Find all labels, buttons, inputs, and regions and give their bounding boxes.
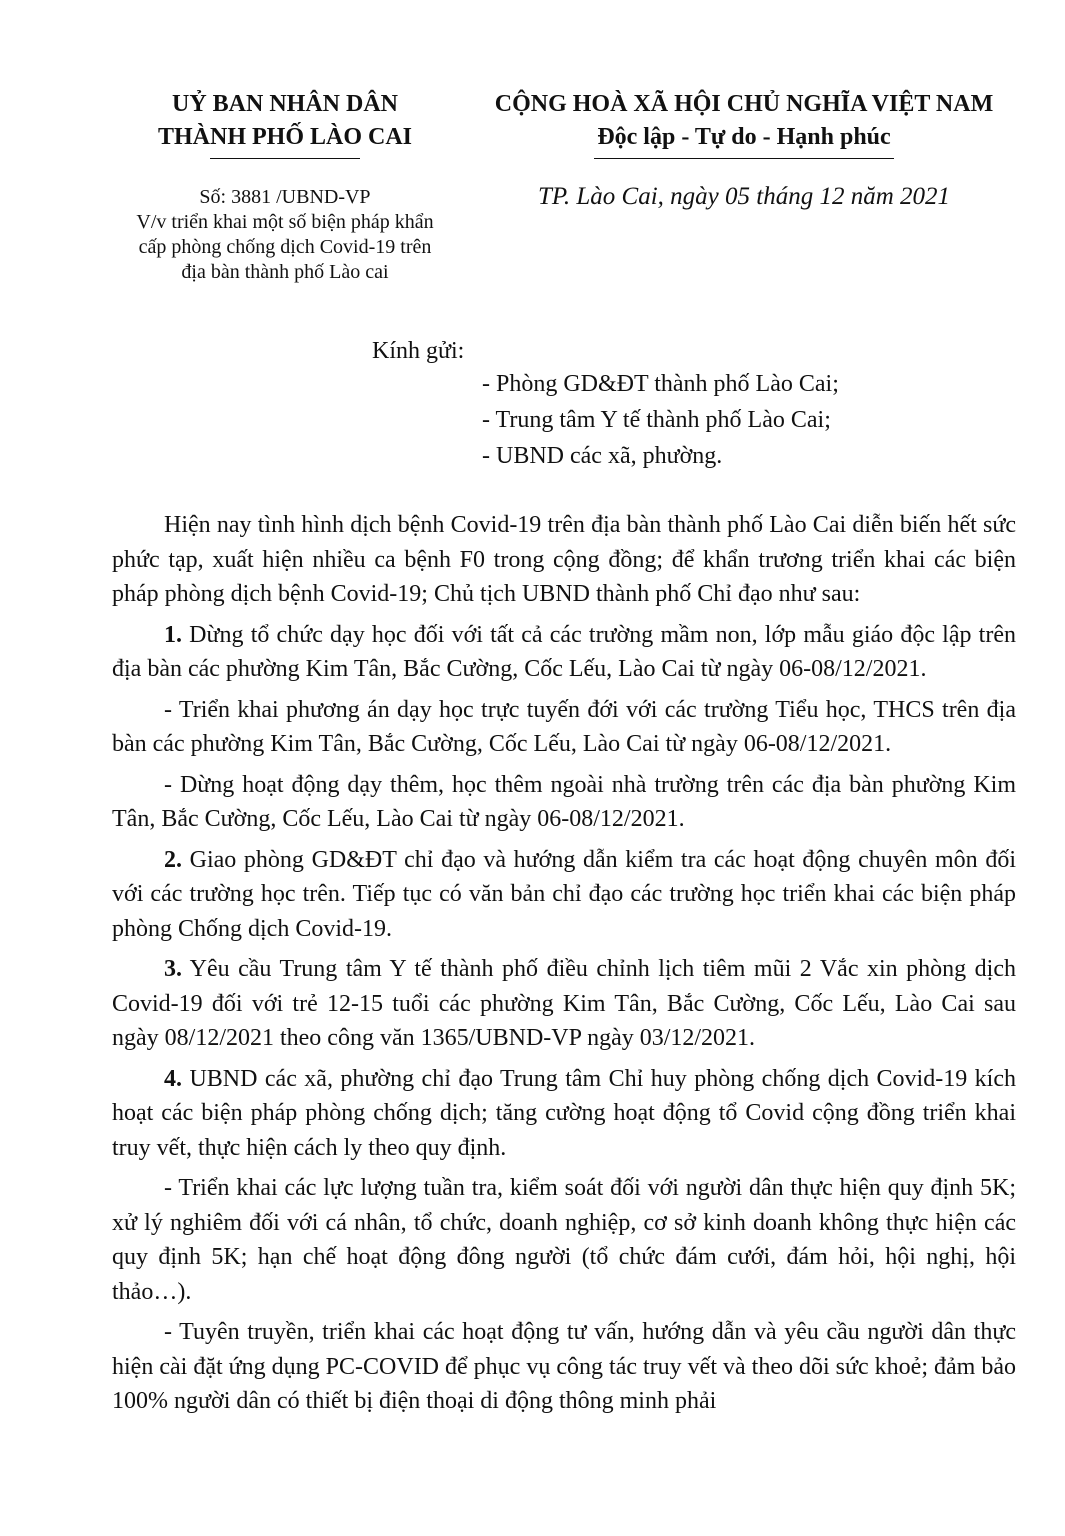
paragraph-3-text: Yêu cầu Trung tâm Y tế thành phố điều chỉnh lịch tiêm mũi 2 Vắc xin phòng dịch Covid-19 đối với trẻ 12-15 tuổi các phường Kim Tân, Bắc Cường, Cốc Lếu, Lào Cai sau ngày 08/12/2021 theo công văn 1365/UBND-VP ngày 03/12/2021. — [112, 956, 1016, 1051]
paragraph-4 — [112, 1062, 1016, 1166]
paragraph-4a: - Triển khai các lực lượng tuần tra, kiểm soát đối với người dân thực hiện quy định 5K; xử lý nghiêm đối với cá nhân, tổ chức, doanh nghiệp, cơ sở kinh doanh không thực hiện các quy định 5K; hạn chế hoạt động đông người (tổ chức đám cưới, đám hỏi, hội nghị, hội thảo…). — [112, 1175, 1016, 1305]
intro-paragraph: Hiện nay tình hình dịch bệnh Covid-19 trên địa bàn thành phố Lào Cai diễn biến hết sức phức tạp, xuất hiện nhiều ca bệnh F0 trong cộng đồng; để khẩn trương triển khai các biện pháp phòng dịch bệnh Covid-19; Chủ tịch UBND thành phố Chỉ đạo như sau: — [112, 512, 1016, 607]
recipient-item: - Phòng GD&ĐT thành phố Lào Cai; — [482, 371, 839, 397]
document-body — [112, 508, 1016, 1425]
issuer-underline — [210, 158, 360, 159]
subject-line-2: cấp phòng chống dịch Covid-19 trên — [138, 236, 432, 258]
paragraph-2 — [112, 843, 1016, 947]
issuer-block — [100, 88, 470, 285]
paragraph-2-text: Giao phòng GD&ĐT chỉ đạo và hướng dẫn kiểm tra các hoạt động chuyên môn đối với các trường học trên. Tiếp tục có văn bản chỉ đạo các trường học triển khai các biện pháp phòng Chống dịch Covid-19. — [112, 846, 1016, 942]
motto-underline — [594, 158, 894, 159]
paragraph-3 — [112, 952, 1016, 1056]
document-number: Số: 3881 /UBND-VP — [199, 186, 371, 208]
recipients-label: Kính gửi: — [372, 338, 465, 364]
recipient-item: - Trung tâm Y tế thành phố Lào Cai; — [482, 407, 831, 433]
national-motto: Độc lập - Tự do - Hạnh phúc — [597, 124, 891, 150]
recipient-item: - UBND các xã, phường. — [482, 443, 723, 469]
paragraph-3-number: 3. — [164, 956, 182, 982]
national-title-block — [470, 88, 1018, 211]
issuer-line-2: THÀNH PHỐ LÀO CAI — [157, 124, 412, 150]
paragraph-1a: - Triển khai phương án dạy học trực tuyến đới với các trường Tiểu học, THCS trên địa bàn các phường Kim Tân, Bắc Cường, Cốc Lếu, Lào Cai từ ngày 06-08/12/2021. — [112, 696, 1016, 757]
national-title: CỘNG HOÀ XÃ HỘI CHỦ NGHĨA VIỆT NAM — [494, 91, 994, 117]
paragraph-4-number: 4. — [164, 1065, 182, 1092]
paragraph-4-text: UBND các xã, phường chỉ đạo Trung tâm Chỉ huy phòng chống dịch Covid-19 kích hoạt các biện pháp phòng chống dịch; tăng cường hoạt động tổ Covid cộng đồng triển khai truy vết, thực hiện cách ly theo quy định. — [112, 1065, 1016, 1161]
paragraph-1b: - Dừng hoạt động dạy thêm, học thêm ngoài nhà trường trên các địa bàn phường Kim Tân, Bắc Cường, Cốc Lếu, Lào Cai từ ngày 06-08/12/2021. — [112, 771, 1016, 832]
paragraph-1-number: 1. — [164, 621, 182, 648]
issuer-line-1: UỶ BAN NHÂN DÂN — [172, 91, 398, 117]
subject-line-3: địa bàn thành phố Lào cai — [181, 261, 389, 283]
document-date: TP. Lào Cai, ngày 05 tháng 12 năm 2021 — [537, 183, 951, 210]
paragraph-1-text: Dừng tổ chức dạy học đối với tất cả các trường mầm non, lớp mẫu giáo độc lập trên địa bàn các phường Kim Tân, Bắc Cường, Cốc Lếu, Lào Cai từ ngày 06-08/12/2021. — [112, 621, 1016, 682]
subject-line-1: V/v triển khai một số biện pháp khẩn — [136, 211, 434, 233]
paragraph-4b: - Tuyên truyền, triển khai các hoạt động tư vấn, hướng dẫn và yêu cầu người dân thực hiện cài đặt ứng dụng PC-COVID để phục vụ công tác truy vết và theo dõi sức khoẻ; đảm bảo 100% người dân có thiết bị điện thoại di động thông minh phải — [112, 1319, 1016, 1414]
paragraph-2-number: 2. — [164, 846, 182, 873]
paragraph-1 — [112, 618, 1016, 687]
